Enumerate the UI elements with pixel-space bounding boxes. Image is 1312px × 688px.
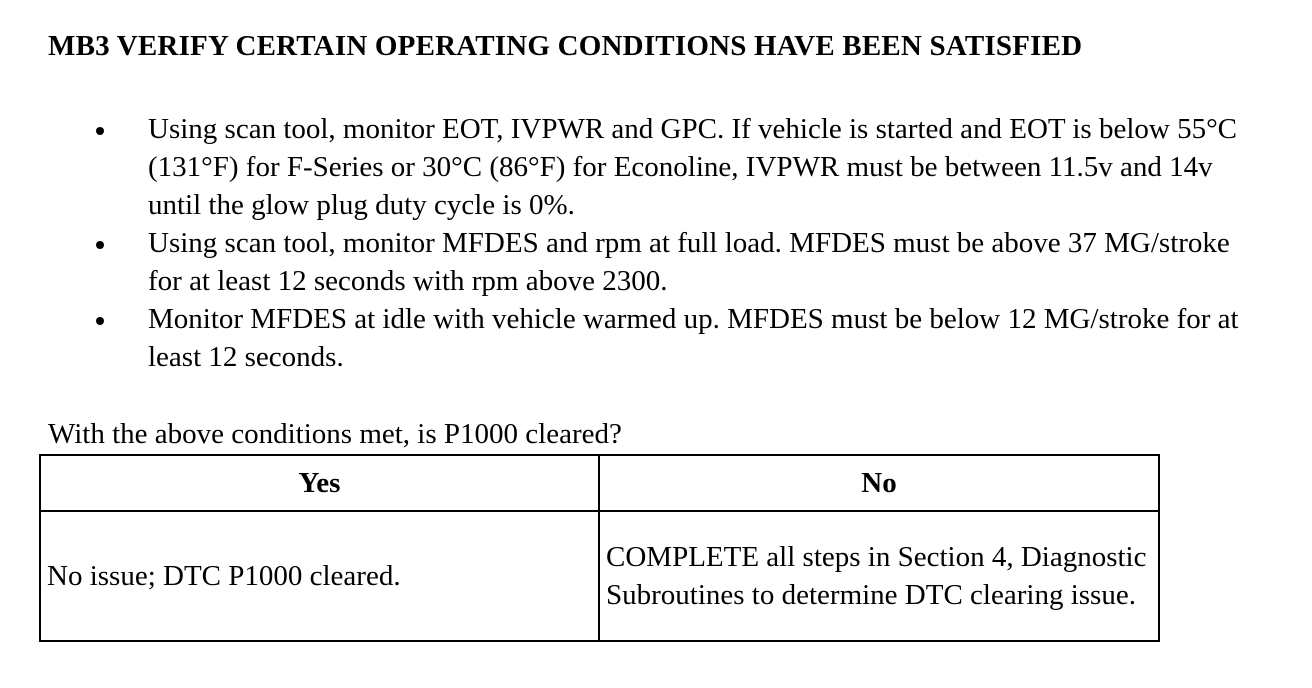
bullet-icon (96, 317, 104, 325)
yes-result-cell: No issue; DTC P1000 cleared. (40, 511, 599, 641)
list-item (96, 110, 1256, 224)
yes-header: Yes (40, 455, 599, 511)
section-heading: MB3 VERIFY CERTAIN OPERATING CONDITIONS HAVE BEEN SATISFIED (48, 30, 1083, 62)
condition-text-full-load: Using scan tool, monitor MFDES and rpm at full load. MFDES must be above 37 MG/stroke for at least 12 seconds with rpm above 2300. (148, 227, 1230, 297)
list-item (96, 224, 1256, 300)
question-text: With the above conditions met, is P1000 cleared? (48, 418, 622, 450)
list-item (96, 300, 1256, 376)
bullet-icon (96, 241, 104, 249)
decision-table (39, 454, 1160, 642)
table-row (40, 511, 1159, 641)
no-result-cell: COMPLETE all steps in Section 4, Diagnostic Subroutines to determine DTC clearing issue. (599, 511, 1159, 641)
condition-list (96, 110, 1256, 376)
bullet-icon (96, 127, 104, 135)
condition-text-eot-ivpwr: Using scan tool, monitor EOT, IVPWR and GPC. If vehicle is started and EOT is below 55°C (131°F) for F-Series or 30°C (86°F) for Econoline, IVPWR must be between 11.5v and 14v until the glow plug duty cycle is 0%. (148, 113, 1238, 221)
table-header-row (40, 455, 1159, 511)
no-header: No (599, 455, 1159, 511)
condition-text-idle: Monitor MFDES at idle with vehicle warmed up. MFDES must be below 12 MG/stroke for at least 12 seconds. (148, 303, 1239, 373)
